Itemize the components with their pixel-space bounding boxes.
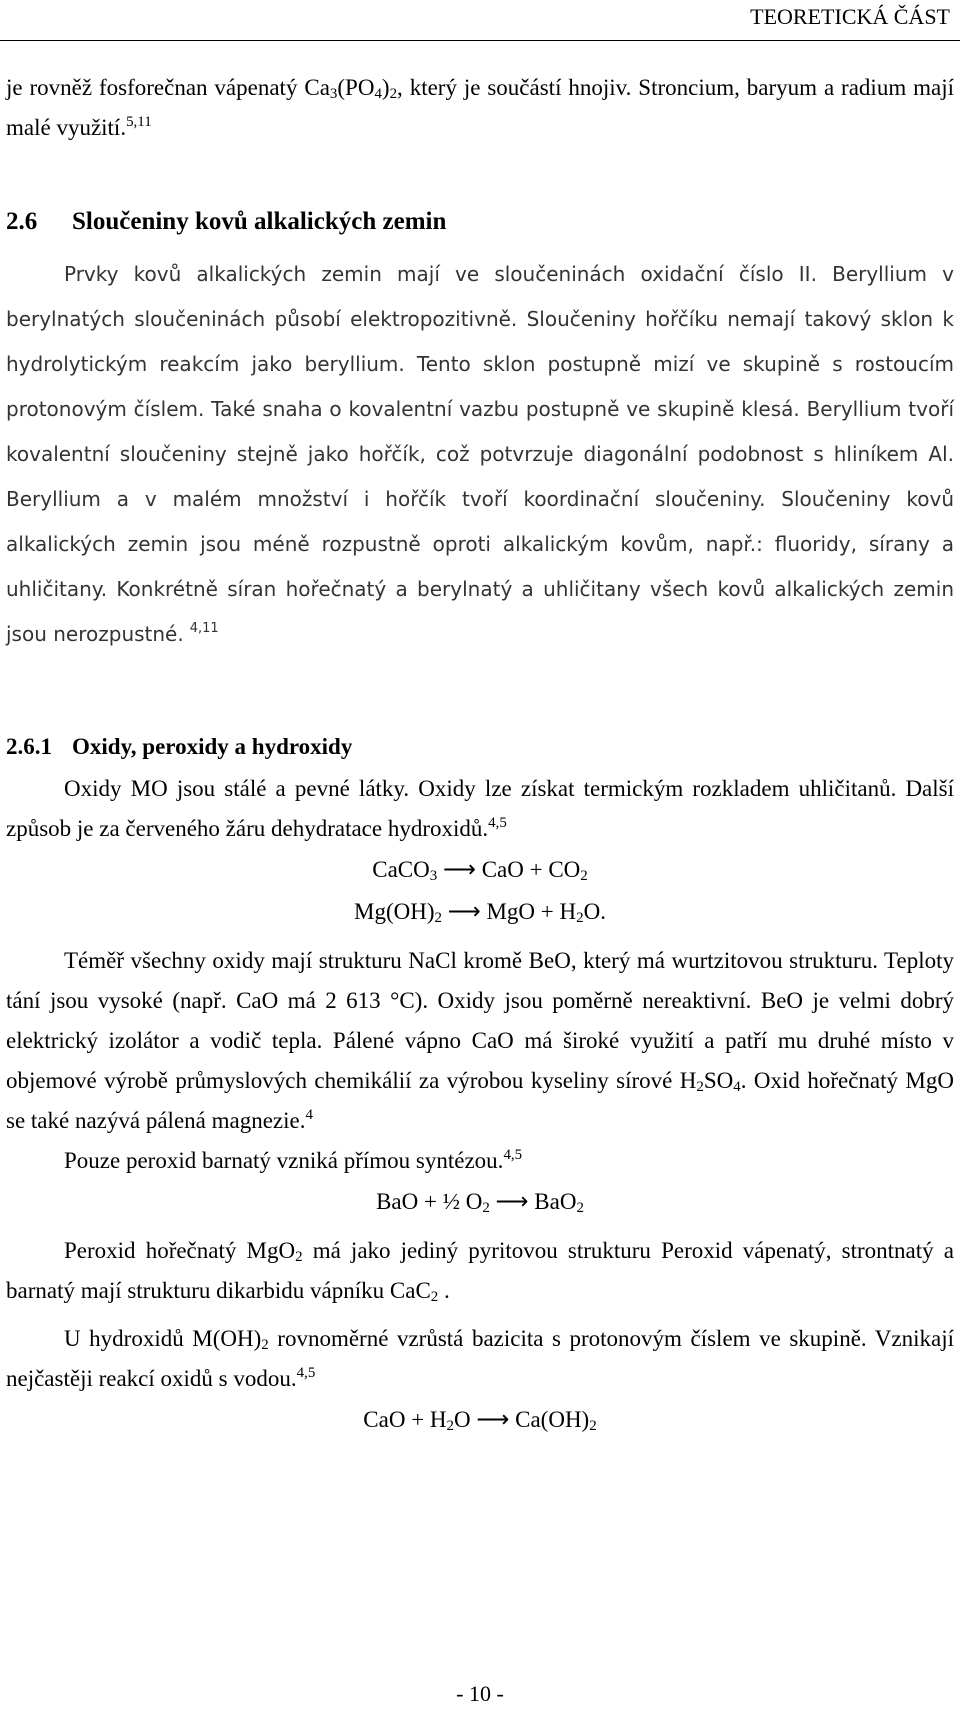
section-title: Oxidy, peroxidy a hydroxidy [72, 734, 353, 759]
section-2-6-paragraph [6, 252, 954, 657]
citation-ref: 4,11 [189, 621, 219, 636]
citation-ref: 4,5 [296, 1365, 316, 1381]
subscript: 2 [576, 1200, 584, 1216]
eq-term: O [454, 1407, 477, 1432]
subscript: 2 [389, 86, 398, 102]
subscript: 2 [261, 1337, 269, 1353]
subscript: 2 [446, 1418, 455, 1434]
subscript: 2 [589, 1418, 597, 1434]
intro-text: ) [381, 75, 390, 100]
paragraph-text: . Oxid hořečnatý MgO se také nazývá pálená magnezie. [6, 1068, 954, 1133]
subscript: 3 [429, 868, 438, 884]
eq-term: CaCO [372, 857, 430, 882]
section-heading-2-6-1 [6, 727, 954, 767]
arrow-icon: ⟶ [442, 857, 476, 882]
page-content [6, 68, 954, 1441]
eq-term: Ca(OH) [509, 1407, 590, 1432]
subscript: 3 [329, 86, 338, 102]
subscript: 2 [430, 1289, 439, 1305]
citation-ref: 4,5 [488, 815, 507, 831]
peroxide-paragraph [6, 1141, 954, 1181]
eq-term: MgO + H [480, 899, 577, 924]
paragraph-text: Prvky kovů alkalických zemin mají ve sloučeninách oxidační číslo II. Beryllium v berylnatých sloučeninách působí elektropozitivně. Sloučeniny hořčíku nemají takový sklon k hydrolytickým reakcím jako beryllium. Tento sklon postupně mizí ve skupině s rostoucím protonovým číslem. Také snaha o kovalentní vazbu postupně ve skupině klesá. Beryllium tvoří kovalentní sloučeniny stejně jako hořčík, což potvrzuje diagonální podobnost s hliníkem Al. Beryllium a v malém množství i hořčík tvoří koordinační sloučeniny. Sloučeniny kovů alkalických zemin jsou méně rozpustně oproti alkalickým kovům, např.: fluoridy, sírany a uhličitany. Konkrétně síran hořečnatý a berylnatý a uhličitany všech kovů alkalických zemin jsou nerozpustné. [6, 262, 954, 646]
section-title: Sloučeniny kovů alkalických zemin [72, 208, 447, 235]
intro-paragraph [6, 68, 954, 148]
subscript: 4 [733, 1079, 741, 1095]
spacer [6, 1223, 954, 1231]
eq-term: CaO + CO [475, 857, 581, 882]
section-number: 2.6.1 [6, 734, 52, 759]
peroxide-structure-paragraph [6, 1231, 954, 1311]
equation-bao2 [6, 1181, 954, 1223]
spacer [6, 933, 954, 941]
eq-term: BaO + ½ O [376, 1189, 483, 1214]
subscript: 2 [576, 910, 584, 926]
equation-caco3 [6, 849, 954, 891]
intro-text: , který je součástí hnojiv. Stroncium, baryum a radium mají malé využití. [6, 75, 954, 140]
eq-term: Mg(OH) [354, 899, 435, 924]
subscript: 4 [374, 86, 382, 102]
eq-term: O. [583, 899, 606, 924]
eq-term: CaO + H [363, 1407, 447, 1432]
subscript: 2 [696, 1079, 704, 1095]
eq-term: BaO [528, 1189, 577, 1214]
paragraph-text: rovnoměrné vzrůstá bazicita s protonovým číslem ve skupině. Vznikají nejčastěji reakcí oxidů s vodou. [6, 1326, 954, 1391]
paragraph-text: Pouze peroxid barnatý vzniká přímou syntézou. [64, 1148, 504, 1173]
paragraph-text: Téměř všechny oxidy mají strukturu NaCl kromě BeO, který má wurtzitovou strukturu. Teploty tání jsou vysoké (např. CaO má 2 613 °C). Oxidy jsou poměrně nereaktivní. BeO je velmi dobrý elektrický izolátor a vodič tepla. Pálené vápno CaO má široké využití a patří mu druhé místo v objemové výrobě průmyslových chemikálií za výrobou kyseliny sírové H [6, 948, 954, 1093]
oxides-paragraph [6, 769, 954, 849]
paragraph-text: Peroxid hořečnatý MgO [64, 1238, 296, 1263]
header-rule [0, 40, 960, 41]
paragraph-text: . [438, 1278, 450, 1303]
paragraph-text: U hydroxidů M(OH) [64, 1326, 262, 1351]
citation-ref: 5,11 [126, 114, 152, 130]
hydroxides-paragraph [6, 1319, 954, 1399]
subscript: 2 [434, 910, 442, 926]
intro-text: je rovněž fosforečnan vápenatý Ca [6, 75, 330, 100]
intro-text: (PO [337, 75, 375, 100]
subscript: 2 [482, 1200, 490, 1216]
equation-caoh2 [6, 1399, 954, 1441]
subscript: 2 [295, 1249, 303, 1265]
section-number: 2.6 [6, 208, 38, 235]
header-title: TEORETICKÁ ČÁST [750, 4, 950, 29]
page-header [0, 0, 960, 42]
equation-mgoh2 [6, 891, 954, 933]
arrow-icon: ⟶ [495, 1189, 529, 1214]
citation-ref: 4,5 [503, 1147, 523, 1163]
arrow-icon: ⟶ [476, 1407, 510, 1432]
oxides-structure-paragraph [6, 941, 954, 1141]
paragraph-text: Oxidy MO jsou stálé a pevné látky. Oxidy lze získat termickým rozkladem uhličitanů. Další způsob je za červeného žáru dehydratace hydroxidů. [6, 776, 954, 841]
page-number: - 10 - [456, 1681, 504, 1706]
citation-ref: 4 [305, 1107, 313, 1123]
arrow-icon: ⟶ [447, 899, 481, 924]
spacer [6, 1311, 954, 1319]
section-heading-2-6 [6, 202, 954, 242]
paragraph-text: má jako jediný pyritovou strukturu Peroxid vápenatý, strontnatý a barnatý mají strukturu dikarbidu vápníku CaC [6, 1238, 954, 1303]
subscript: 2 [580, 868, 588, 884]
paragraph-text: SO [703, 1068, 734, 1093]
